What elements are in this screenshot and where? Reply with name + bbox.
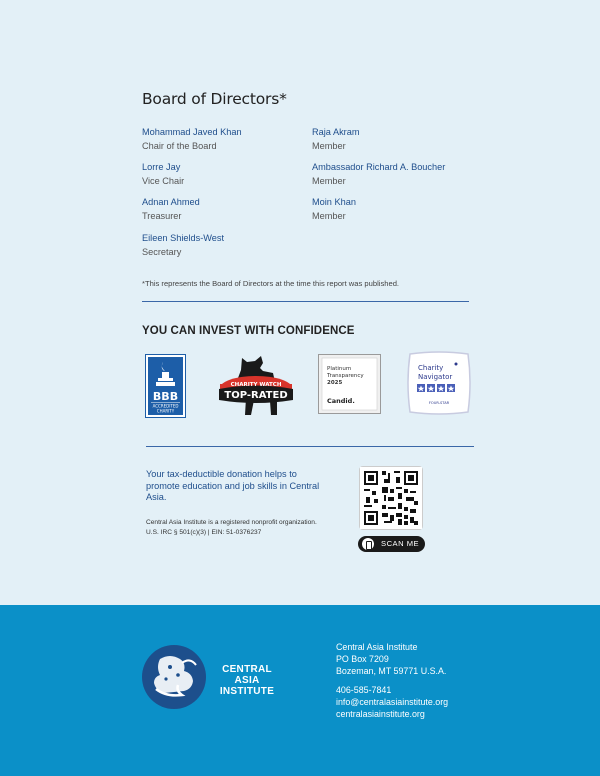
board-member bbox=[142, 232, 224, 260]
legal-line-1: Central Asia Institute is a registered nonprofit organization. bbox=[146, 519, 317, 526]
member-role: Member bbox=[312, 211, 346, 221]
bbb-charity-text: CHARITY bbox=[156, 408, 175, 414]
city-state-zip: Bozeman, MT 59771 U.S.A. bbox=[336, 666, 447, 676]
member-role: Member bbox=[312, 141, 346, 151]
contact-info bbox=[336, 684, 448, 720]
logo-line-1: CENTRAL bbox=[222, 664, 272, 675]
bbb-torch-icon bbox=[145, 354, 186, 418]
divider bbox=[146, 446, 474, 447]
scan-me-button[interactable] bbox=[358, 536, 425, 552]
board-member bbox=[142, 196, 200, 224]
candid-line2: Transparency bbox=[327, 373, 364, 379]
charitywatch-main-text: TOP-RATED bbox=[224, 390, 288, 401]
board-footnote: *This represents the Board of Directors at the time this report was published. bbox=[142, 279, 400, 288]
board-member bbox=[142, 161, 184, 189]
member-name: Mohammad Javed Khan bbox=[142, 127, 242, 137]
website-link[interactable]: centralasiainstitute.org bbox=[336, 709, 425, 719]
member-name: Raja Akram bbox=[312, 127, 360, 137]
member-name: Lorre Jay bbox=[142, 162, 181, 172]
navigator-line1: Charity bbox=[418, 364, 444, 372]
board-member bbox=[312, 196, 356, 224]
member-role: Treasurer bbox=[142, 211, 182, 221]
org-name: Central Asia Institute bbox=[336, 642, 418, 652]
member-name: Eileen Shields-West bbox=[142, 233, 225, 243]
board-heading: Board of Directors* bbox=[142, 90, 287, 108]
member-role: Vice Chair bbox=[142, 176, 185, 186]
logo-line-2: ASIA bbox=[234, 675, 260, 686]
email-link[interactable]: info@centralasiainstitute.org bbox=[336, 697, 449, 707]
scan-me-label: SCAN ME bbox=[381, 539, 420, 548]
logo-wordmark bbox=[215, 664, 279, 697]
phone-number[interactable]: 406-585-7841 bbox=[336, 685, 392, 695]
candid-brand: Candid. bbox=[327, 397, 355, 405]
legal-text bbox=[146, 518, 326, 537]
bbb-badge[interactable] bbox=[145, 354, 186, 418]
candid-line1: Platinum bbox=[327, 366, 352, 372]
phone-icon bbox=[362, 538, 374, 550]
charitywatch-top-text: CHARITY WATCH bbox=[230, 382, 282, 388]
member-role: Secretary bbox=[142, 247, 182, 257]
qr-code[interactable] bbox=[359, 466, 423, 530]
po-box: PO Box 7209 bbox=[336, 654, 389, 664]
member-name: Ambassador Richard A. Boucher bbox=[312, 162, 446, 172]
donation-text: Your tax-deductible donation helps to promote education and job skills in Central Asia. bbox=[146, 469, 320, 503]
legal-line-2: U.S. IRC § 501(c)(3) | EIN: 51-0376237 bbox=[146, 528, 262, 536]
member-name: Moin Khan bbox=[312, 197, 356, 207]
board-member bbox=[142, 126, 242, 154]
bbb-accredited-text: ACCREDITED bbox=[152, 403, 179, 409]
bbb-wordmark: BBB bbox=[152, 390, 179, 403]
candid-year: 2025 bbox=[327, 380, 343, 386]
charity-navigator-badge[interactable] bbox=[406, 351, 472, 416]
dog-icon bbox=[214, 354, 298, 418]
board-member bbox=[312, 126, 360, 154]
navigator-footer: FOUR-STAR bbox=[428, 401, 450, 405]
footer bbox=[0, 605, 600, 776]
candid-badge[interactable] bbox=[318, 354, 381, 414]
divider bbox=[142, 301, 469, 302]
charitywatch-badge[interactable] bbox=[214, 354, 298, 418]
board-member bbox=[312, 161, 445, 189]
member-role: Member bbox=[312, 176, 346, 186]
navigator-line2: Navigator bbox=[418, 373, 453, 381]
member-role: Chair of the Board bbox=[142, 141, 217, 151]
member-name: Adnan Ahmed bbox=[142, 197, 200, 207]
invest-heading: YOU CAN INVEST WITH CONFIDENCE bbox=[142, 325, 355, 337]
mailing-address bbox=[336, 641, 446, 677]
snow-leopard-logo bbox=[142, 645, 206, 709]
logo-line-3: INSTITUTE bbox=[219, 686, 275, 697]
